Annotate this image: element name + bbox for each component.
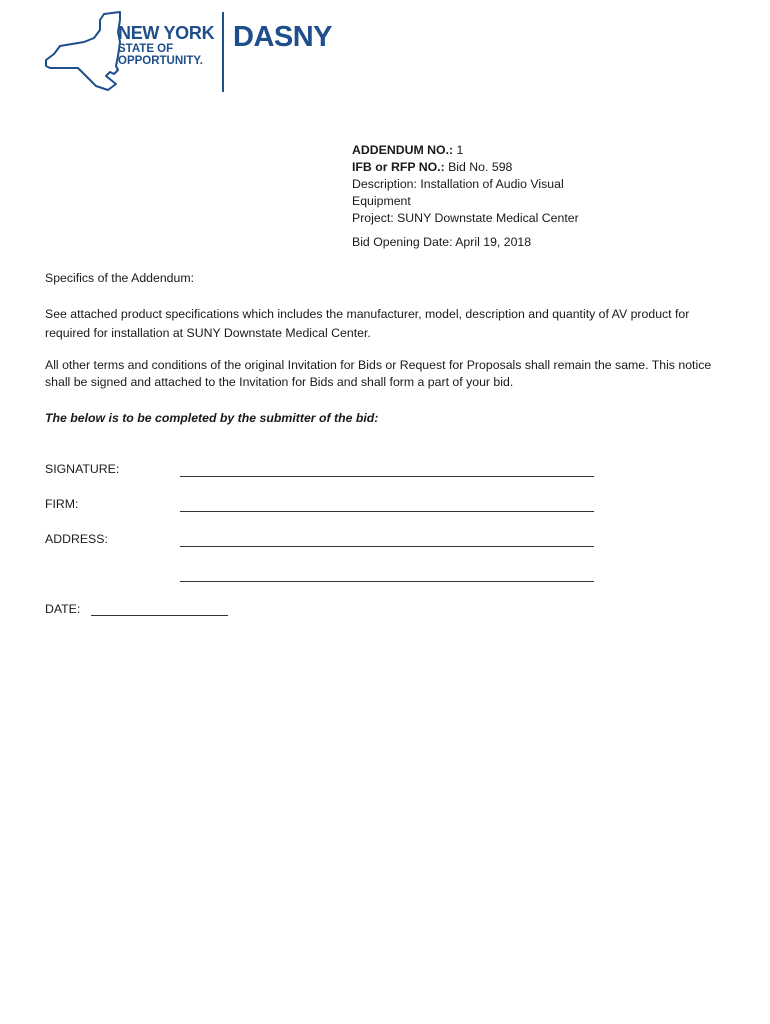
address-line-1[interactable] — [180, 546, 594, 547]
signature-label: SIGNATURE: — [45, 462, 120, 476]
bid-opening-date: Bid Opening Date: April 19, 2018 — [352, 235, 532, 249]
ifb-number-row — [352, 159, 602, 176]
date-label: DATE: — [45, 602, 81, 616]
addendum-number-value: 1 — [456, 143, 464, 157]
logo-divider — [222, 12, 224, 92]
firm-label: FIRM: — [45, 497, 79, 511]
addendum-number-row — [352, 142, 602, 159]
logo-new-york-text: NEW YORK — [118, 23, 215, 43]
firm-line[interactable] — [180, 511, 594, 512]
logo-dasny-text: DASNY — [233, 21, 333, 53]
date-line[interactable] — [91, 615, 228, 616]
ifb-number-value: Bid No. 598 — [448, 160, 513, 174]
addendum-number-label: ADDENDUM NO.: — [352, 143, 454, 157]
addendum-info — [352, 142, 602, 251]
logo-opportunity-text: OPPORTUNITY. — [118, 55, 203, 67]
address-line-2[interactable] — [180, 581, 594, 582]
new-york-state-outline-icon — [44, 10, 124, 94]
logo-state-of-text: STATE OF — [118, 43, 174, 55]
terms-paragraph: All other terms and conditions of the original Invitation for Bids or Request for Proposals shall remain the same. This notice shall be signed and attached to the Invitation for Bids and shall form a part of your bid. — [45, 358, 712, 389]
ifb-number-label: IFB or RFP NO.: — [352, 160, 445, 174]
description-text: Description: Installation of Audio Visual Equipment — [352, 177, 564, 208]
see-attached-paragraph: See attached product specifications which includes the manufacturer, model, description and quantity of AV product for required for installation at SUNY Downstate Medical Center. — [45, 307, 690, 340]
completion-instruction: The below is to be completed by the submitter of the bid: — [45, 411, 379, 425]
address-label: ADDRESS: — [45, 532, 108, 546]
specifics-heading: Specifics of the Addendum: — [45, 271, 195, 285]
signature-line[interactable] — [180, 476, 594, 477]
project-text: Project: SUNY Downstate Medical Center — [352, 211, 579, 225]
header-logo — [44, 10, 344, 94]
